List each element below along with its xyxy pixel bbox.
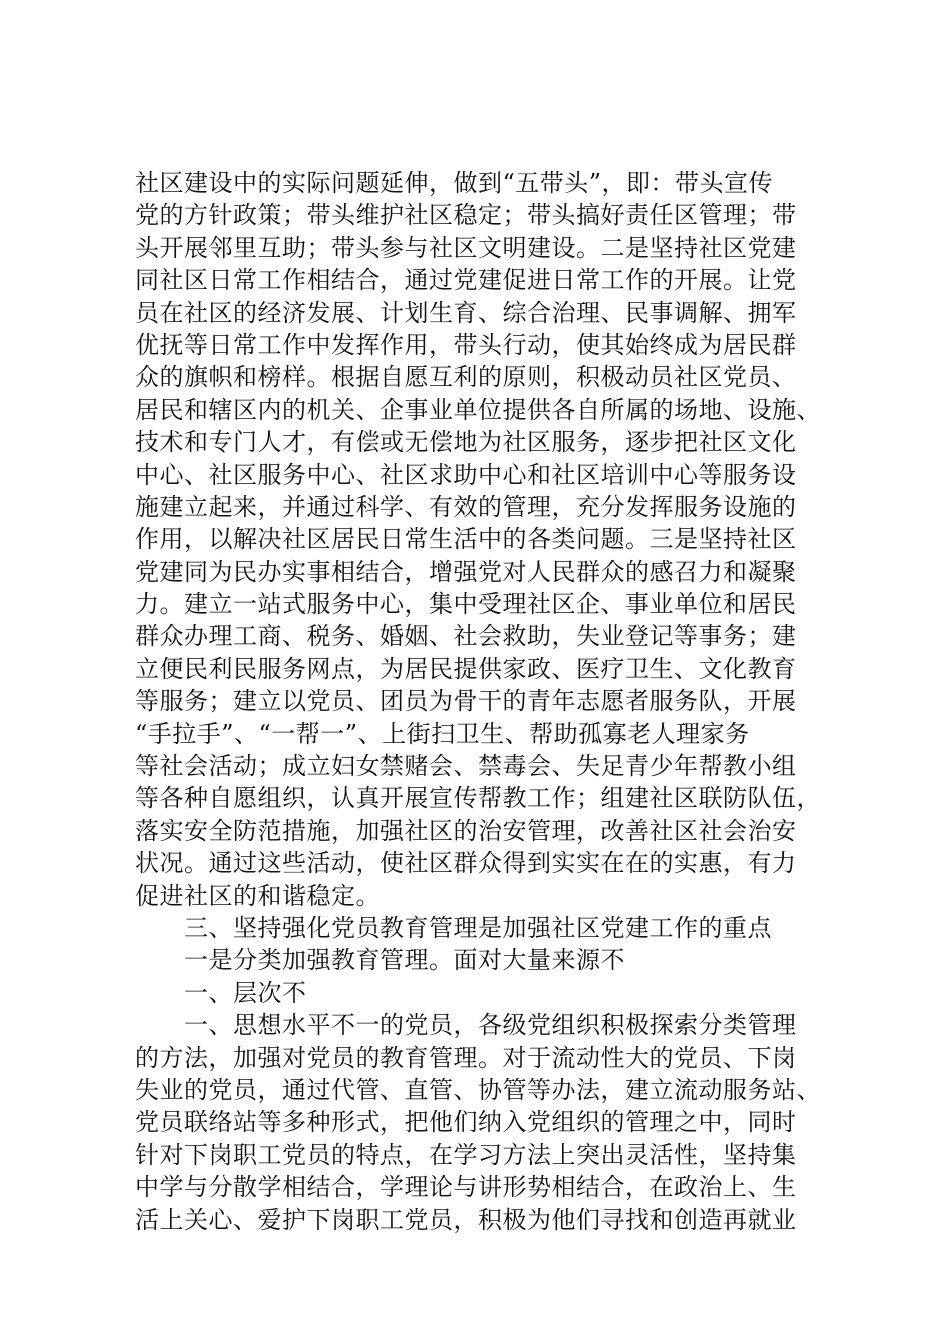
text-line: 中心、社区服务中心、社区求助中心和社区培训中心等服务设 [135, 460, 797, 489]
text-line: 作用，以解决社区居民日常生活中的各类问题。三是坚持社区 [135, 525, 797, 554]
text-line: 党员联络站等多种形式，把他们纳入党组织的管理之中，同时 [135, 1108, 797, 1137]
text-line: 技术和专门人才，有偿或无偿地为社区服务，逐步把社区文化 [135, 428, 797, 457]
text-line: 同社区日常工作相结合，通过党建促进日常工作的开展。让党 [135, 266, 797, 295]
section-heading: 三、坚持强化党员教育管理是加强社区党建工作的重点 [184, 913, 772, 942]
text-line: 力。建立一站式服务中心，集中受理社区企、事业单位和居民 [135, 590, 797, 619]
text-line: 党的方针政策；带头维护社区稳定；带头搞好责任区管理；带 [135, 201, 797, 230]
text-line: 针对下岗职工党员的特点，在学习方法上突出灵活性，坚持集 [135, 1140, 797, 1169]
text-line: 等服务；建立以党员、团员为骨干的青年志愿者服务队，开展 [135, 687, 797, 716]
text-line: 促进社区的和谐稳定。 [135, 881, 380, 910]
text-line: 社区建设中的实际问题延伸，做到“五带头”，即：带头宣传 [135, 169, 774, 197]
text-line: 等各种自愿组织，认真开展宣传帮教工作；组建社区联防队伍， [135, 784, 821, 813]
text-line: 员在社区的经济发展、计划生育、综合治理、民事调解、拥军 [135, 298, 797, 327]
text-line: 立便民利民服务网点，为居民提供家政、医疗卫生、文化教育 [135, 654, 797, 683]
text-line: 一、层次不 [184, 978, 307, 1007]
text-line: 施建立起来，并通过科学、有效的管理，充分发挥服务设施的 [135, 492, 797, 521]
text-line: 的方法，加强对党员的教育管理。对于流动性大的党员、下岗 [135, 1043, 797, 1072]
text-line: 群众办理工商、税务、婚姻、社会救助，失业登记等事务；建 [135, 622, 797, 651]
text-line: 一是分类加强教育管理。面对大量来源不 [184, 946, 625, 975]
text-line: 失业的党员，通过代管、直管、协管等办法，建立流动服务站、 [135, 1075, 821, 1104]
text-line: 党建同为民办实事相结合，增强党对人民群众的感召力和凝聚 [135, 557, 797, 586]
text-line: 状况。通过这些活动，使社区群众得到实实在在的实惠，有力 [135, 849, 797, 878]
text-line: 中学与分散学相结合，学理论与讲形势相结合，在政治上、生 [135, 1173, 797, 1202]
text-line: 优抚等日常工作中发挥作用，带头行动，使其始终成为居民群 [135, 330, 797, 359]
text-line: 一、思想水平不一的党员，各级党组织积极探索分类管理 [184, 1011, 797, 1040]
text-line: “手拉手”、“一帮一”、上街扫卫生、帮助孤寡老人理家务 [135, 719, 750, 748]
text-line: 活上关心、爱护下岗职工党员，积极为他们寻找和创造再就业 [135, 1205, 797, 1234]
text-line: 等社会活动；成立妇女禁赌会、禁毒会、失足青少年帮教小组 [135, 752, 797, 781]
text-line: 落实安全防范措施，加强社区的治安管理，改善社区社会治安 [135, 816, 797, 845]
text-line: 居民和辖区内的机关、企事业单位提供各自所属的场地、设施、 [135, 395, 821, 424]
text-line: 头开展邻里互助；带头参与社区文明建设。二是坚持社区党建 [135, 233, 797, 262]
text-line: 众的旗帜和榜样。根据自愿互利的原则，积极动员社区党员、 [135, 363, 797, 392]
body-text [135, 167, 825, 1236]
